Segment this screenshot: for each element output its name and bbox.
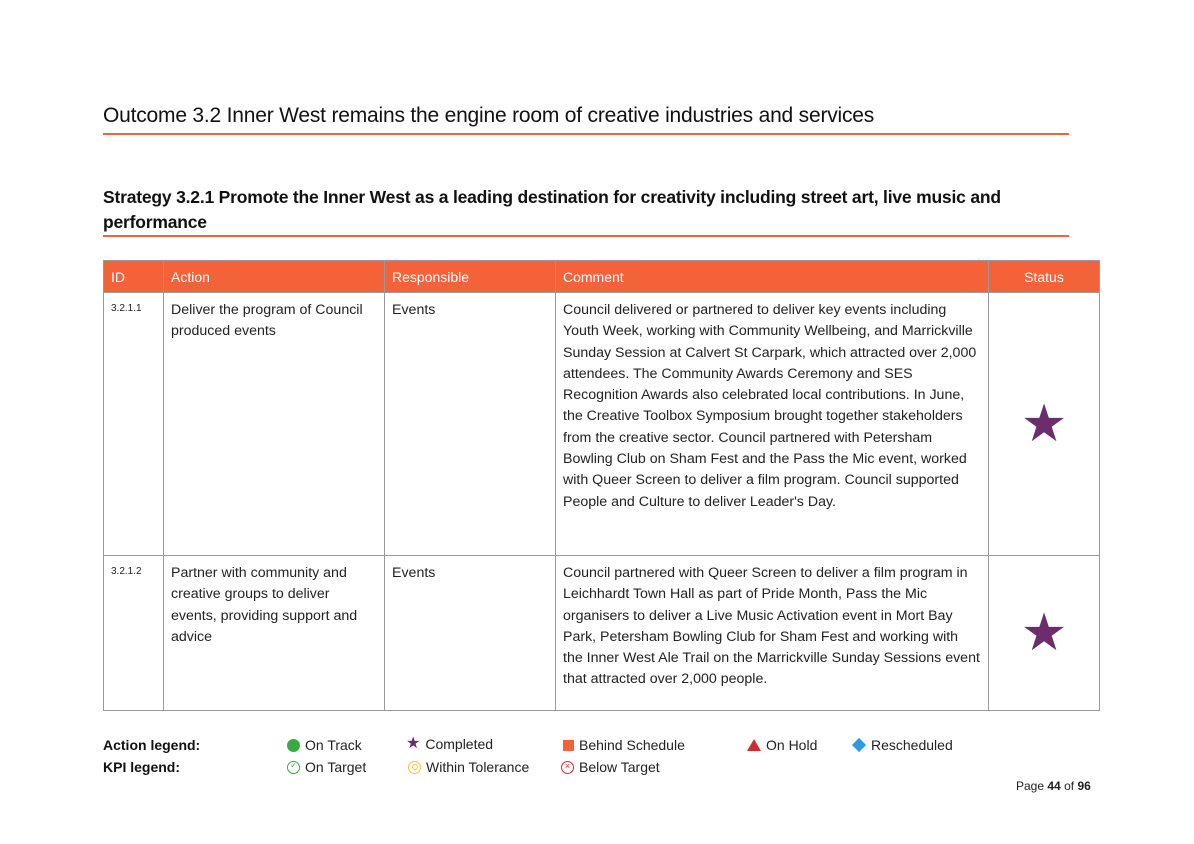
row-status [989,293,1100,556]
star-icon: ★ [406,735,421,752]
header-id: ID [104,261,164,293]
legend-on-track-label: On Track [305,737,362,753]
table-header-row [104,261,1100,293]
tolerance-circle-icon [408,761,421,774]
row-comment: Council partnered with Queer Screen to deliver a film program in Leichhardt Town Hall as part of Pride Month, Pass the Mic organisers to deliver a Live Music Activation event in Mort Bay Park, Petersham Bowling Club for Sham Fest and working with the Inner West Ale Trail on the Marrickville Sunday Sessions event that attracted over 2,000 people. [556,556,989,711]
kpi-legend-label: KPI legend: [103,759,181,775]
legend-within-tolerance-label: Within Tolerance [426,759,530,775]
page-total: 96 [1077,779,1091,793]
row-responsible: Events [385,293,556,556]
page-number [1016,779,1091,793]
check-circle-icon: ✓ [287,761,300,774]
row-comment: Council delivered or partnered to deliver key events including Youth Week, working with Community Wellbeing, and Marrickville Sunday Session at Calvert St Carpark, which attracted over 2,000 attendees. The Community Awards Ceremony and SES Recognition Awards also celebrated local contributions. In June, the Creative Toolbox Symposium brought together stakeholders from the creative sector. Council partnered with Petersham Bowling Club on Sham Fest and the Pass the Mic event, worked with Queer Screen to deliver a film program. Council supported People and Culture to deliver Leader's Day. [556,293,989,556]
strategy-title: Strategy 3.2.1 Promote the Inner West as a leading destination for creativity including street art, live music and performance [103,187,1001,232]
row-action: Partner with community and creative groups to deliver events, providing support and advice [164,556,385,711]
page-prefix: Page [1016,779,1045,793]
legend-behind-schedule-label: Behind Schedule [579,737,685,753]
row-responsible: Events [385,556,556,711]
table-row [104,556,1100,711]
blue-diamond-icon [852,738,866,752]
cross-circle-icon: × [561,761,574,774]
legend-on-track [287,737,362,753]
legend-on-target-label: On Target [305,759,367,775]
outcome-underline [103,133,1069,135]
actions-table [103,260,1100,711]
legend-completed-label: Completed [425,736,494,752]
action-legend-label: Action legend: [103,737,201,753]
header-action: Action [164,261,385,293]
legend-on-target [287,759,366,775]
strategy-underline [103,235,1069,237]
legend-rescheduled [852,737,953,753]
page-current: 44 [1047,779,1061,793]
legend-rescheduled-label: Rescheduled [871,737,953,753]
outcome-title: Outcome 3.2 Inner West remains the engine room of creative industries and services [103,104,875,127]
legend-completed [406,736,493,752]
green-circle-icon [287,739,300,752]
legend-behind-schedule [563,737,685,753]
page-of: of [1064,779,1075,793]
legend-within-tolerance [408,759,529,775]
star-icon: ★ [1020,604,1068,662]
row-action: Deliver the program of Council produced events [164,293,385,556]
header-responsible: Responsible [385,261,556,293]
header-comment: Comment [556,261,989,293]
table-row [104,293,1100,556]
row-id: 3.2.1.2 [104,556,164,711]
red-triangle-icon [747,739,761,751]
legend-below-target-label: Below Target [579,759,660,775]
star-icon: ★ [1020,395,1068,453]
legend-below-target [561,759,660,775]
row-status [989,556,1100,711]
orange-square-icon [563,740,574,751]
legend-on-hold-label: On Hold [766,737,818,753]
legend-on-hold [747,737,817,753]
row-id: 3.2.1.1 [104,293,164,556]
header-status: Status [989,261,1100,293]
